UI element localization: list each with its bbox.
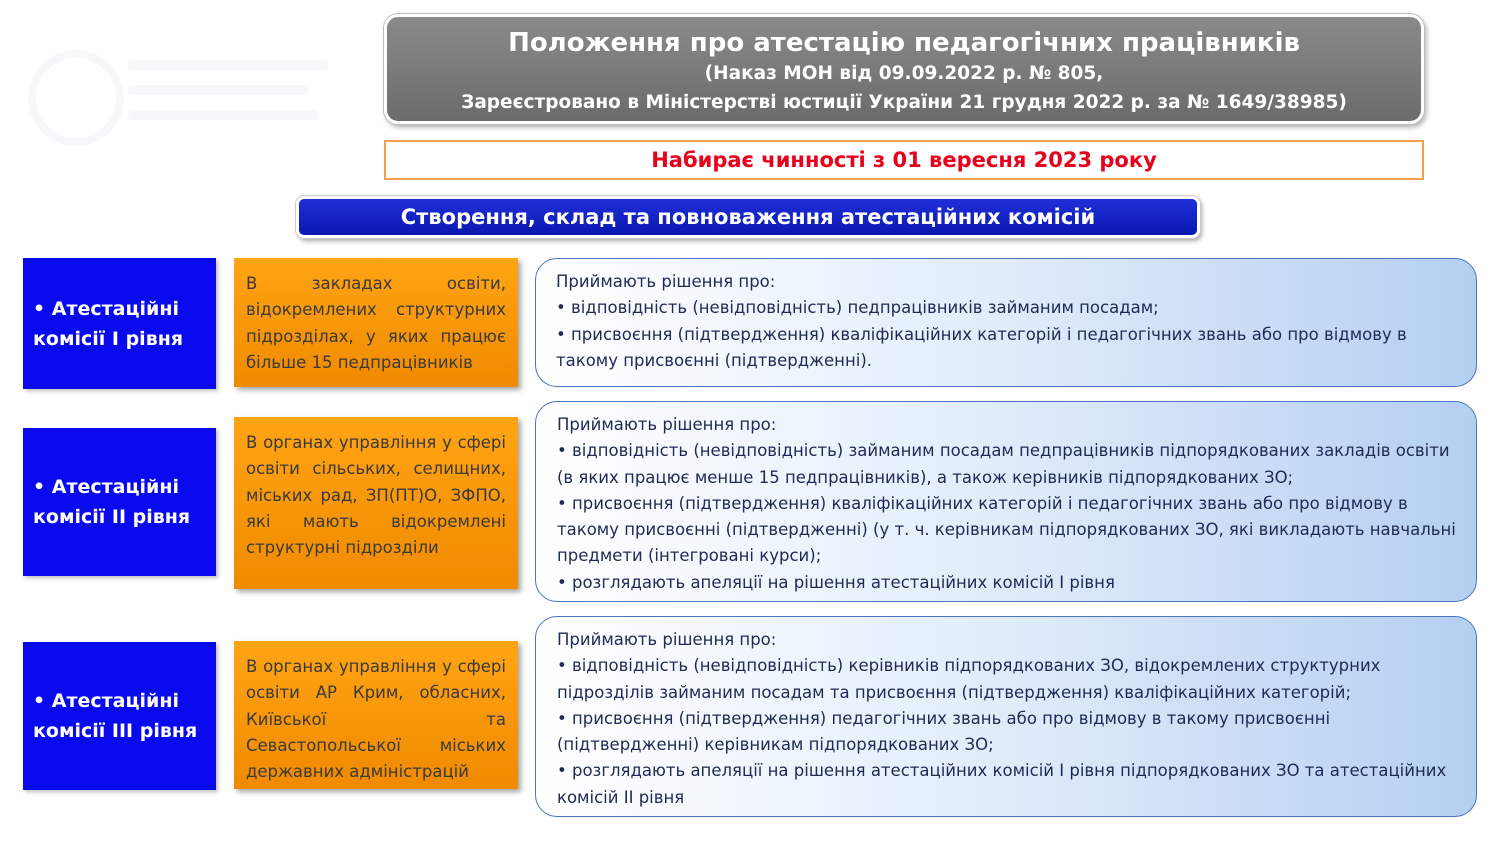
level-3-duties [535, 616, 1477, 817]
level-2-scope: В органах управління у сфері освіти сільських, селищних, міських рад, ЗП(ПТ)О, ЗФПО, які мають відокремлені структурні підрозділи [234, 417, 518, 589]
level-3-scope: В органах управління у сфері освіти АР Крим, обласних, Київської та Севастопольської міських державних адміністрацій [234, 641, 518, 789]
section-title: Створення, склад та повноваження атестаційних комісій [296, 196, 1200, 238]
duties-heading: Приймають рішення про: [557, 415, 777, 434]
header-banner [384, 14, 1424, 124]
duty-item: • присвоєння (підтвердження) кваліфікаційних категорій і педагогічних звань або про відмову в такому присвоєнні (підтвердженні) (у т. ч. керівникам підпорядкованих ЗО, які викладають навчальні предмети (інтегровані курси); [557, 493, 1456, 566]
background-logo [18, 30, 348, 170]
page-subtitle-line1: (Наказ МОН від 09.09.2022 р. № 805, [704, 63, 1104, 84]
level-1-scope: В закладах освіти, відокремлених структурних підрозділах, у яких працює більше 15 педпрацівників [234, 258, 518, 387]
effective-date-banner: Набирає чинності з 01 вересня 2023 року [384, 140, 1424, 180]
duty-item: • відповідність (невідповідність) педпрацівників займаним посадам; [556, 298, 1159, 318]
duty-item: • присвоєння (підтвердження) педагогічних звань або про відмову в такому присвоєнні (підтвердженні) керівникам підпорядкованих ЗО; [557, 708, 1331, 755]
page-subtitle-line2: Зареєстровано в Міністерстві юстиції України 21 грудня 2022 р. за № 1649/38985) [461, 92, 1347, 113]
page-title: Положення про атестацію педагогічних працівників [508, 28, 1300, 58]
logo-line [128, 60, 328, 70]
duties-heading: Приймають рішення про: [556, 272, 776, 291]
duty-item: • розглядають апеляції на рішення атестаційних комісій І рівня підпорядкованих ЗО та атестаційних комісій ІІ рівня [557, 761, 1447, 807]
duty-item: • відповідність (невідповідність) займаним посадам педпрацівників підпорядкованих закладів освіти (в яких працює менше 15 педпрацівників), а також керівників підпорядкованих ЗО; [557, 441, 1450, 487]
logo-line [128, 85, 308, 95]
level-1-duties [535, 258, 1477, 387]
level-1-box: • Атестаційні комісії І рівня [23, 258, 216, 389]
duty-item: • розглядають апеляції на рішення атестаційних комісій І рівня [557, 572, 1115, 592]
level-2-duties [535, 401, 1477, 602]
logo-emblem-icon [28, 50, 124, 146]
duty-item: • присвоєння (підтвердження) кваліфікаційних категорій і педагогічних звань або про відмову в такому присвоєнні (підтвердженні). [556, 324, 1407, 370]
duty-item: • відповідність (невідповідність) керівників підпорядкованих ЗО, відокремлених структурних підрозділів займаним посадам та присвоєння (підтвердження) кваліфікаційних категорій; [557, 656, 1381, 702]
logo-line [128, 110, 318, 120]
duties-heading: Приймають рішення про: [557, 630, 777, 649]
level-2-box: • Атестаційні комісії ІІ рівня [23, 428, 216, 576]
level-3-box: • Атестаційні комісії ІІІ рівня [23, 642, 216, 790]
